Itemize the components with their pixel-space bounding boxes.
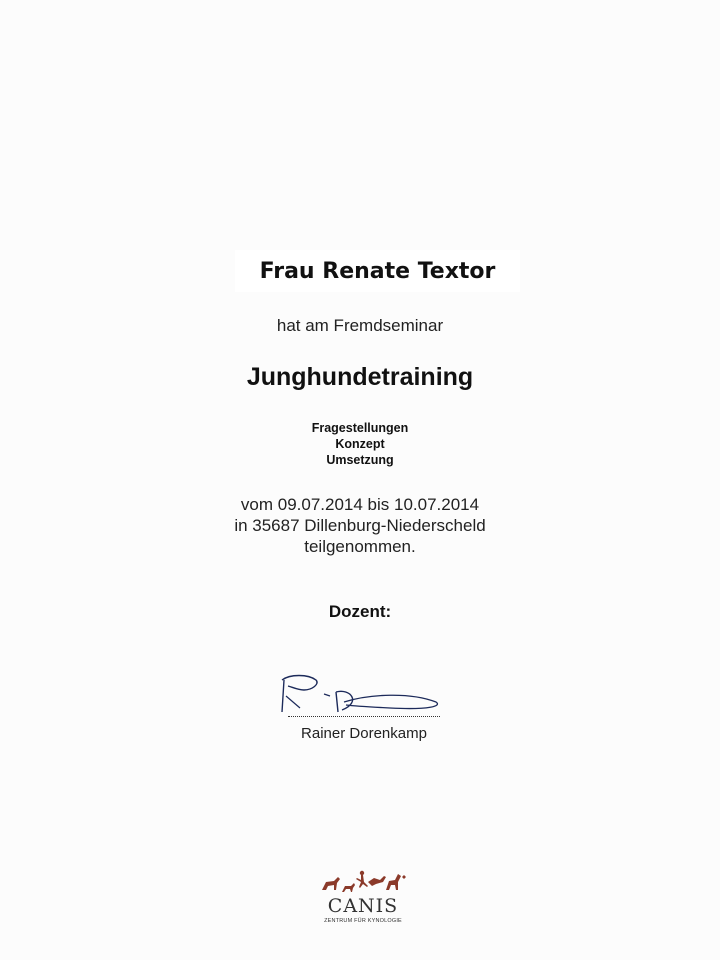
course-title: Junghundetraining bbox=[246, 363, 474, 391]
date-line: vom 09.07.2014 bis 10.07.2014 bbox=[240, 495, 480, 514]
canis-logo bbox=[318, 868, 408, 930]
lecturer-label: Dozent: bbox=[328, 602, 392, 621]
location-line: in 35687 Dillenburg-Niederscheld bbox=[234, 516, 486, 535]
lecturer-name: Rainer Dorenkamp bbox=[301, 725, 427, 742]
logo-subtitle: ZENTRUM FÜR KYNOLOGIE bbox=[324, 918, 402, 924]
dogs-icon bbox=[318, 868, 408, 894]
signature-image bbox=[270, 672, 450, 720]
topic-item: Fragestellungen bbox=[311, 421, 409, 435]
recipient-name: Frau Renate Textor bbox=[235, 250, 520, 292]
logo-name: CANIS bbox=[327, 895, 399, 917]
intro-text: hat am Fremdseminar bbox=[276, 316, 444, 335]
seminar-details bbox=[0, 494, 720, 557]
signature-dotted-line bbox=[288, 716, 440, 717]
topics-list bbox=[0, 420, 720, 468]
topic-item: Umsetzung bbox=[326, 453, 394, 467]
closing-line: teilgenommen. bbox=[304, 537, 416, 556]
topic-item: Konzept bbox=[335, 437, 385, 451]
